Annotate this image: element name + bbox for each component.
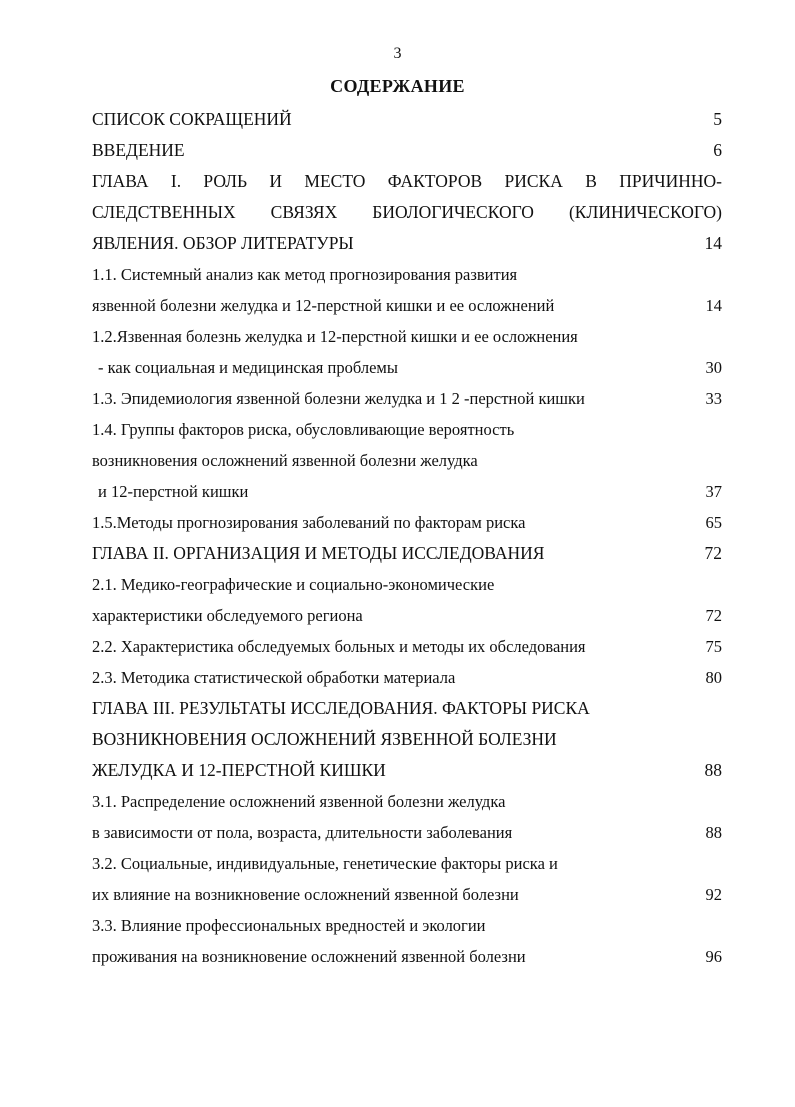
toc-entry-text: возникновения осложнений язвенной болезни желудка [92, 451, 478, 470]
toc-entry-page: 88 [704, 760, 722, 780]
toc-entry-text: СЛЕДСТВЕННЫХ СВЯЗЯХ БИОЛОГИЧЕСКОГО (КЛИНИЧЕСКОГО) [92, 202, 722, 222]
toc-entry-text: 1.5.Методы прогнозирования заболеваний по факторам риска [92, 513, 526, 532]
toc-entry-3-2-line-1 [92, 848, 722, 879]
toc-entry-page: 88 [705, 823, 722, 842]
toc-entry-chapter-3-line-1 [92, 693, 722, 724]
toc-entry-chapter-1-line-2 [92, 197, 722, 228]
toc-entry-page: 14 [704, 233, 722, 253]
toc-entry-text: ВОЗНИКНОВЕНИЯ ОСЛОЖНЕНИЙ ЯЗВЕННОЙ БОЛЕЗНИ [92, 729, 557, 749]
toc-entry-text: 1.2.Язвенная болезнь желудка и 12-перстной кишки и ее осложнения [92, 327, 578, 346]
toc-entry-1-4-line-1 [92, 414, 722, 445]
toc-entry-text: 3.3. Влияние профессиональных вредностей и экологии [92, 916, 486, 935]
toc-entry-text: ГЛАВА III. РЕЗУЛЬТАТЫ ИССЛЕДОВАНИЯ. ФАКТОРЫ РИСКА [92, 698, 590, 718]
toc-entry-2-3 [92, 662, 722, 693]
toc-entry-page: 75 [705, 637, 722, 656]
toc-entry-text: ЯВЛЕНИЯ. ОБЗОР ЛИТЕРАТУРЫ [92, 233, 354, 253]
toc-entry-1-2-line-2 [92, 352, 722, 383]
toc-entry-text: 2.3. Методика статистической обработки материала [92, 668, 456, 687]
toc-entry-1-5 [92, 507, 722, 538]
toc-entry-chapter-1-line-1 [92, 166, 722, 197]
toc-entry-3-2-line-2 [92, 879, 722, 910]
toc-entry-page: 30 [705, 358, 722, 377]
toc-entry-page: 6 [713, 140, 722, 160]
toc-entry-text: характеристики обследуемого региона [92, 606, 363, 625]
toc-entry-page: 96 [705, 947, 722, 966]
toc-entry-introduction [92, 135, 722, 166]
toc-entry-3-1-line-1 [92, 786, 722, 817]
toc-entry-text: ГЛАВА II. ОРГАНИЗАЦИЯ И МЕТОДЫ ИССЛЕДОВАНИЯ [92, 543, 545, 563]
toc-entry-page: 72 [704, 543, 722, 563]
toc-entry-text: 2.1. Медико-географические и социально-экономические [92, 575, 495, 594]
toc-entry-page: 80 [705, 668, 722, 687]
toc-entry-text: в зависимости от пола, возраста, длительности заболевания [92, 823, 513, 842]
toc-entry-text: 1.1. Системный анализ как метод прогнозирования развития [92, 265, 518, 284]
toc-entry-page: 33 [705, 389, 722, 408]
toc-entry-1-4-line-2 [92, 445, 722, 476]
toc-entry-1-3 [92, 383, 722, 414]
toc-entry-text: - как социальная и медицинская проблемы [98, 358, 398, 377]
toc-entry-text: ЖЕЛУДКА И 12-ПЕРСТНОЙ КИШКИ [92, 760, 386, 780]
table-of-contents [92, 104, 722, 972]
toc-entry-text: 1.4. Группы факторов риска, обусловливающие вероятность [92, 420, 515, 439]
toc-entry-2-1-line-2 [92, 600, 722, 631]
toc-entry-1-1-line-2 [92, 290, 722, 321]
toc-entry-text: язвенной болезни желудка и 12-перстной кишки и ее осложнений [92, 296, 555, 315]
toc-entry-page: 72 [705, 606, 722, 625]
toc-entry-text: и 12-перстной кишки [98, 482, 249, 501]
toc-entry-text: ВВЕДЕНИЕ [92, 140, 185, 160]
toc-entry-chapter-2 [92, 538, 722, 569]
toc-entry-3-3-line-1 [92, 910, 722, 941]
toc-entry-chapter-3-line-3 [92, 755, 722, 786]
toc-entry-text: 3.2. Социальные, индивидуальные, генетические факторы риска и [92, 854, 558, 873]
toc-entry-text: 1.3. Эпидемиология язвенной болезни желудка и 1 2 -перстной кишки [92, 389, 585, 408]
toc-entry-page: 37 [705, 482, 722, 501]
toc-entry-text: СПИСОК СОКРАЩЕНИЙ [92, 109, 292, 129]
toc-entry-1-2-line-1 [92, 321, 722, 352]
toc-entry-abbreviations [92, 104, 722, 135]
toc-entry-chapter-3-line-2 [92, 724, 722, 755]
toc-entry-3-3-line-2 [92, 941, 722, 972]
toc-entry-1-1-line-1 [92, 259, 722, 290]
toc-entry-3-1-line-2 [92, 817, 722, 848]
toc-entry-text: ГЛАВА I. РОЛЬ И МЕСТО ФАКТОРОВ РИСКА В ПРИЧИННО- [92, 171, 722, 191]
toc-entry-chapter-1-line-3 [92, 228, 722, 259]
toc-entry-text: их влияние на возникновение осложнений язвенной болезни [92, 885, 519, 904]
toc-entry-text: проживания на возникновение осложнений язвенной болезни [92, 947, 526, 966]
toc-entry-2-2 [92, 631, 722, 662]
toc-entry-text: 2.2. Характеристика обследуемых больных и методы их обследования [92, 637, 586, 656]
toc-title: СОДЕРЖАНИЕ [330, 76, 465, 96]
page-number: 3 [393, 45, 402, 62]
toc-entry-1-4-line-3 [92, 476, 722, 507]
toc-entry-2-1-line-1 [92, 569, 722, 600]
toc-entry-page: 65 [705, 513, 722, 532]
toc-entry-page: 92 [705, 885, 722, 904]
toc-entry-page: 14 [705, 296, 722, 315]
toc-entry-page: 5 [713, 109, 722, 129]
toc-entry-text: 3.1. Распределение осложнений язвенной болезни желудка [92, 792, 506, 811]
